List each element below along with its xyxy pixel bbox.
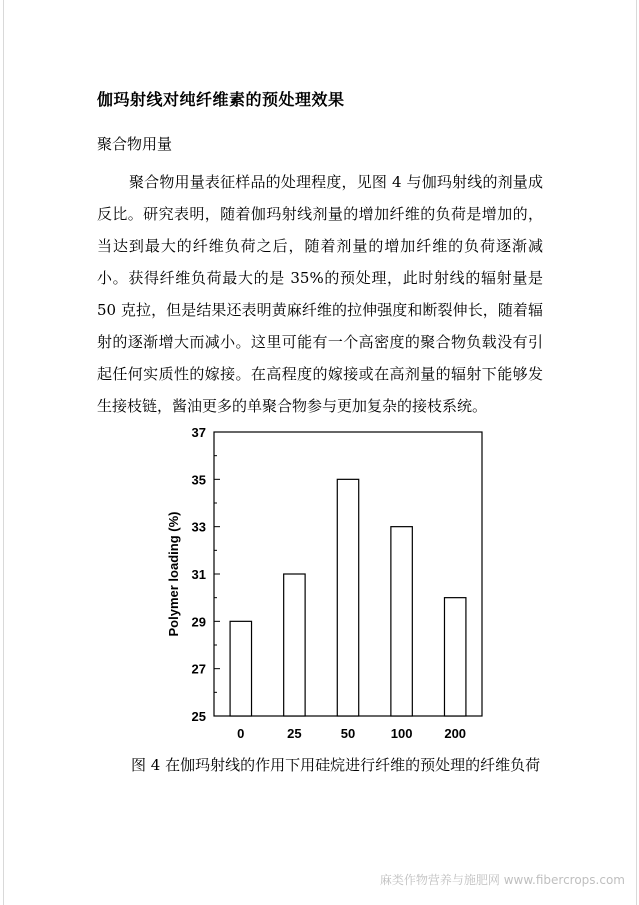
y-tick-label: 29: [191, 614, 206, 630]
x-tick-label: 200: [444, 726, 467, 741]
y-tick-label: 37: [191, 425, 206, 440]
paragraph-text: 聚合物用量表征样品的处理程度，见图 4 与伽玛射线的剂量成反比。研究表明，随着伽玛射线剂量的增加纤维的负荷是增加的，当达到最大的纤维负荷之后，随着剂量的增加纤维的负荷逐渐减小。获得纤维负荷最大的是 35%的预处理，此时射线的辐射量是 50 克拉，但是结果还表明黄麻纤维的拉伸强度和断裂伸长，随着辐射的逐渐增大而减小。这里可能有一个高密度的聚合物负载没有引起任何实质性的嫁接。在高程度的嫁接或在高剂量的辐射下能够发生接枝链，酱油更多的单聚合物参与更加复杂的接枝系统。: [97, 173, 543, 415]
y-tick-label: 35: [191, 472, 206, 488]
watermark-text: 麻类作物营养与施肥网 www.fibercrops.com: [379, 873, 625, 887]
y-tick-label: 25: [191, 709, 206, 724]
subheading: 聚合物用量: [97, 135, 173, 153]
x-tick-label: 25: [287, 726, 302, 741]
bar-200: [444, 598, 465, 716]
y-tick-label: 27: [191, 661, 206, 677]
x-axis-labels: [237, 726, 466, 741]
page-edge-right: [636, 0, 637, 905]
y-tick-label: 31: [191, 567, 206, 582]
y-tick-label: 33: [191, 519, 206, 535]
x-tick-label: 0: [237, 726, 245, 741]
bar-0: [230, 621, 251, 716]
page-edge-left: [3, 0, 4, 905]
section-title: 伽玛射线对纯纤维素的预处理效果: [97, 90, 345, 109]
x-tick-label: 100: [390, 726, 413, 741]
body-paragraph: [97, 166, 543, 422]
bar-50: [337, 479, 358, 716]
y-axis-label: Polymer loading (%): [166, 511, 181, 637]
bar-100: [391, 527, 412, 716]
bars: [230, 479, 466, 716]
x-tick-label: 50: [340, 726, 356, 741]
bar-25: [284, 574, 305, 716]
y-axis-ticks: [192, 425, 220, 724]
bar-chart: [160, 422, 490, 747]
bar-chart-figure: [160, 422, 490, 751]
figure-caption: 图 4 在伽玛射线的作用下用硅烷进行纤维的预处理的纤维负荷: [131, 756, 541, 774]
